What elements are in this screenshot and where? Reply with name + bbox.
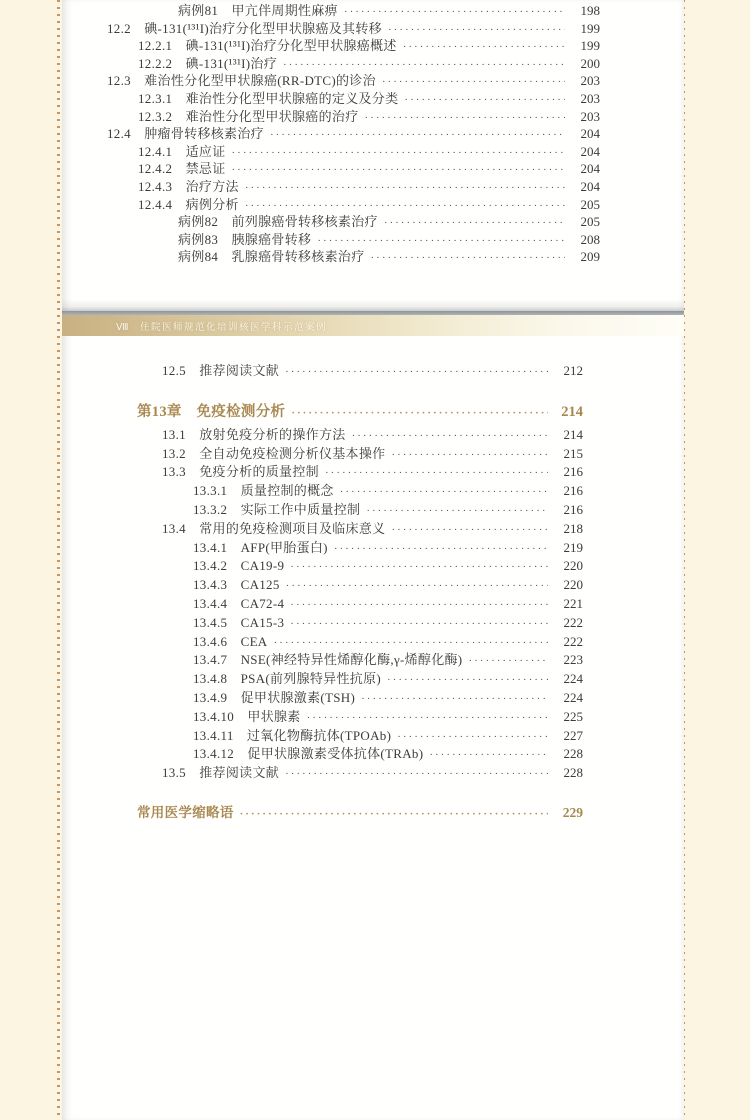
- toc-entry-label: 13.4.2 CA19-9: [193, 558, 285, 574]
- toc-entry-label: 12.4 肿瘤骨转移核素治疗: [107, 126, 264, 142]
- toc-entry-page-number: 227: [563, 727, 583, 743]
- toc-entry: [138, 55, 600, 73]
- dot-leader: [382, 74, 565, 92]
- toc-entry-label: 12.3.2 难治性分化型甲状腺癌的治疗: [138, 108, 359, 124]
- toc-entry-page-number: 205: [580, 196, 600, 212]
- dot-leader: [361, 690, 548, 709]
- toc-entry: [162, 764, 583, 783]
- toc-entry-page-number: 224: [563, 689, 583, 705]
- dot-leader: [403, 39, 565, 57]
- dot-leader: [397, 728, 548, 747]
- toc-entry: [138, 37, 600, 55]
- toc-entry-page-number: 200: [580, 55, 600, 71]
- dot-leader: [371, 250, 565, 268]
- toc-entry: [193, 670, 583, 689]
- toc-entry-label: 13.3.1 质量控制的概念: [193, 483, 334, 499]
- toc-entry: [138, 108, 600, 126]
- dot-leader: [270, 127, 565, 145]
- toc-entry-page-number: 214: [561, 403, 583, 420]
- toc-entry-label: 病例81 甲亢伴周期性麻痹: [178, 3, 338, 18]
- toc-entry-page-number: 203: [580, 90, 600, 106]
- toc-entry-page-number: 204: [580, 143, 600, 159]
- dot-leader: [291, 401, 548, 425]
- toc-entry: [138, 196, 600, 214]
- toc-entry: [193, 576, 583, 595]
- toc-entry-page-number: 216: [563, 483, 583, 499]
- toc-entry: [107, 72, 600, 90]
- toc-entry-page-number: 219: [563, 539, 583, 555]
- toc-entry-page-number: 222: [563, 614, 583, 630]
- dot-leader: [274, 634, 549, 653]
- toc-entry-label: 13.4.1 AFP(甲胎蛋白): [193, 539, 328, 555]
- toc-entry-page-number: 220: [563, 577, 583, 593]
- dot-leader: [325, 464, 548, 483]
- toc-entry: [193, 595, 583, 614]
- toc-entry-page-number: 203: [580, 108, 600, 124]
- toc-entry-label: 病例82 前列腺癌骨转移核素治疗: [178, 214, 378, 230]
- dot-leader: [404, 92, 565, 110]
- toc-entry-page-number: 221: [563, 595, 583, 611]
- toc-entry: [193, 745, 583, 764]
- toc-entry: [107, 125, 600, 143]
- toc-entry: [193, 539, 583, 558]
- toc-entry-page-number: 203: [580, 73, 600, 89]
- toc-entry-page-number: 204: [580, 161, 600, 177]
- toc-entry-page-number: 205: [580, 214, 600, 230]
- toc-entry-label: 13.4.11 过氧化物酶抗体(TPOAb): [193, 727, 392, 743]
- book-page-photo: [62, 0, 684, 1120]
- dot-leader: [352, 427, 548, 446]
- toc-entry-page-number: 208: [580, 231, 600, 247]
- dot-leader: [429, 746, 548, 765]
- toc-entry: [193, 727, 583, 746]
- toc-entry: [193, 708, 583, 727]
- toc-entry-page-number: 198: [580, 3, 600, 18]
- toc-entry-page-number: 199: [580, 20, 600, 36]
- toc-entry-label: 13.5 推荐阅读文献: [162, 765, 280, 781]
- dot-leader: [285, 363, 548, 382]
- toc-entry-page-number: 209: [580, 249, 600, 265]
- toc-entry: [193, 651, 583, 670]
- dot-leader: [285, 765, 548, 784]
- toc-entry: [193, 482, 583, 501]
- toc-entry-label: 13.4.6 CEA: [193, 633, 268, 649]
- toc-entry: [193, 633, 583, 652]
- toc-entry: [193, 689, 583, 708]
- toc-entry-label: 常用医学缩略语: [137, 804, 234, 820]
- dot-leader: [286, 577, 548, 596]
- toc-entry-page-number: 229: [562, 804, 583, 820]
- decorative-dotted-border-left: [57, 0, 60, 1120]
- toc-entry-page-number: 216: [563, 501, 583, 517]
- toc-entry-page-number: 204: [580, 178, 600, 194]
- toc-entry-page-number: 204: [580, 126, 600, 142]
- toc-entry-page-number: 212: [563, 363, 583, 378]
- toc-entry-label: 13.4.7 NSE(神经特异性烯醇化酶,γ-烯醇化酶): [193, 652, 463, 668]
- toc-entry-page-number: 215: [563, 445, 583, 461]
- dot-leader: [232, 145, 566, 163]
- toc-entry: [162, 445, 583, 464]
- toc-entry-page-number: 199: [580, 38, 600, 54]
- toc-entry: [178, 231, 600, 249]
- toc-entry-label: 12.4.1 适应证: [138, 143, 226, 159]
- toc-entry: [138, 143, 600, 161]
- toc-entry-page-number: 220: [563, 558, 583, 574]
- toc-entry-label: 13.4.10 甲状腺素: [193, 708, 301, 724]
- toc-entry-label: 12.3 难治性分化型甲状腺癌(RR-DTC)的诊治: [107, 73, 376, 89]
- toc-entry: [137, 400, 583, 424]
- running-head-title: 住院医师规范化培训核医学科示范案例: [140, 321, 328, 333]
- toc-entry-page-number: 223: [563, 652, 583, 668]
- toc-entry-page-number: 222: [563, 633, 583, 649]
- toc-entry: [137, 804, 583, 823]
- toc-entry: [138, 90, 600, 108]
- toc-entry: [162, 520, 583, 539]
- dot-leader: [388, 22, 565, 40]
- dot-leader: [391, 521, 548, 540]
- toc-entry: [162, 362, 583, 381]
- toc-entry: [138, 178, 600, 196]
- toc-entry-label: 13.2 全自动免疫检测分析仪基本操作: [162, 445, 386, 461]
- toc-entry: [193, 557, 583, 576]
- toc-entry: [138, 160, 600, 178]
- toc-entry-label: 13.4.5 CA15-3: [193, 614, 285, 630]
- running-head-band: [62, 315, 684, 336]
- toc-page-1: [62, 2, 684, 266]
- dot-leader: [391, 446, 548, 465]
- running-head-page-marker: Ⅷ: [116, 321, 131, 333]
- dot-leader: [307, 709, 548, 728]
- toc-entry-label: 13.4.3 CA125: [193, 577, 280, 593]
- toc-entry-page-number: 214: [563, 426, 583, 442]
- dot-leader: [240, 805, 548, 824]
- toc-entry: [162, 463, 583, 482]
- toc-entry-label: 13.4.4 CA72-4: [193, 595, 285, 611]
- dot-leader: [290, 558, 548, 577]
- toc-entry: [178, 2, 600, 20]
- toc-entry-label: 12.4.4 病例分析: [138, 196, 239, 212]
- toc-entry-label: 12.5 推荐阅读文献: [162, 363, 280, 378]
- toc-entry-label: 13.4.8 PSA(前列腺特异性抗原): [193, 671, 382, 687]
- toc-entry-page-number: 218: [563, 520, 583, 536]
- toc-entry-label: 13.4 常用的免疫检测项目及临床意义: [162, 520, 386, 536]
- dot-leader: [290, 615, 548, 634]
- toc-entry-label: 第13章 免疫检测分析: [137, 403, 286, 420]
- dot-leader: [366, 502, 548, 521]
- toc-entry-label: 12.2.2 碘-131(¹³¹I)治疗: [138, 55, 278, 71]
- toc-entry-label: 13.3.2 实际工作中质量控制: [193, 501, 361, 517]
- toc-entry-label: 13.4.12 促甲状腺激素受体抗体(TRAb): [193, 746, 424, 762]
- toc-entry-page-number: 225: [563, 708, 583, 724]
- dot-leader: [340, 483, 548, 502]
- toc-entry: [193, 501, 583, 520]
- toc-entry: [178, 248, 600, 266]
- toc-entry-label: 12.4.3 治疗方法: [138, 178, 239, 194]
- toc-entry-label: 12.3.1 难治性分化型甲状腺癌的定义及分类: [138, 90, 399, 106]
- toc-entry-page-number: 216: [563, 464, 583, 480]
- toc-entry: [193, 614, 583, 633]
- dot-leader: [365, 110, 566, 128]
- toc-entry-label: 12.4.2 禁忌证: [138, 161, 226, 177]
- toc-page-2: [62, 362, 684, 823]
- dot-leader: [384, 215, 565, 233]
- dot-leader: [290, 596, 548, 615]
- running-head-text: [116, 319, 327, 333]
- toc-entry: [178, 213, 600, 231]
- dot-leader: [334, 540, 548, 559]
- toc-entry-label: 病例84 乳腺癌骨转移核素治疗: [178, 249, 365, 265]
- toc-entry-page-number: 228: [563, 765, 583, 781]
- toc-entry: [107, 20, 600, 38]
- toc-entry-page-number: 228: [563, 746, 583, 762]
- dot-leader: [232, 162, 566, 180]
- toc-entry-label: 13.4.9 促甲状腺激素(TSH): [193, 689, 356, 705]
- toc-entry-label: 13.3 免疫分析的质量控制: [162, 464, 319, 480]
- dot-leader: [468, 652, 548, 671]
- toc-entry-label: 13.1 放射免疫分析的操作方法: [162, 426, 346, 442]
- dot-leader: [245, 180, 565, 198]
- toc-entry: [162, 426, 583, 445]
- toc-entry-label: 病例83 胰腺癌骨转移: [178, 231, 312, 247]
- toc-entry-page-number: 224: [563, 671, 583, 687]
- toc-entry-label: 12.2 碘-131(¹³¹I)治疗分化型甲状腺癌及其转移: [107, 20, 382, 36]
- toc-entry-label: 12.2.1 碘-131(¹³¹I)治疗分化型甲状腺癌概述: [138, 38, 397, 54]
- dot-leader: [387, 671, 548, 690]
